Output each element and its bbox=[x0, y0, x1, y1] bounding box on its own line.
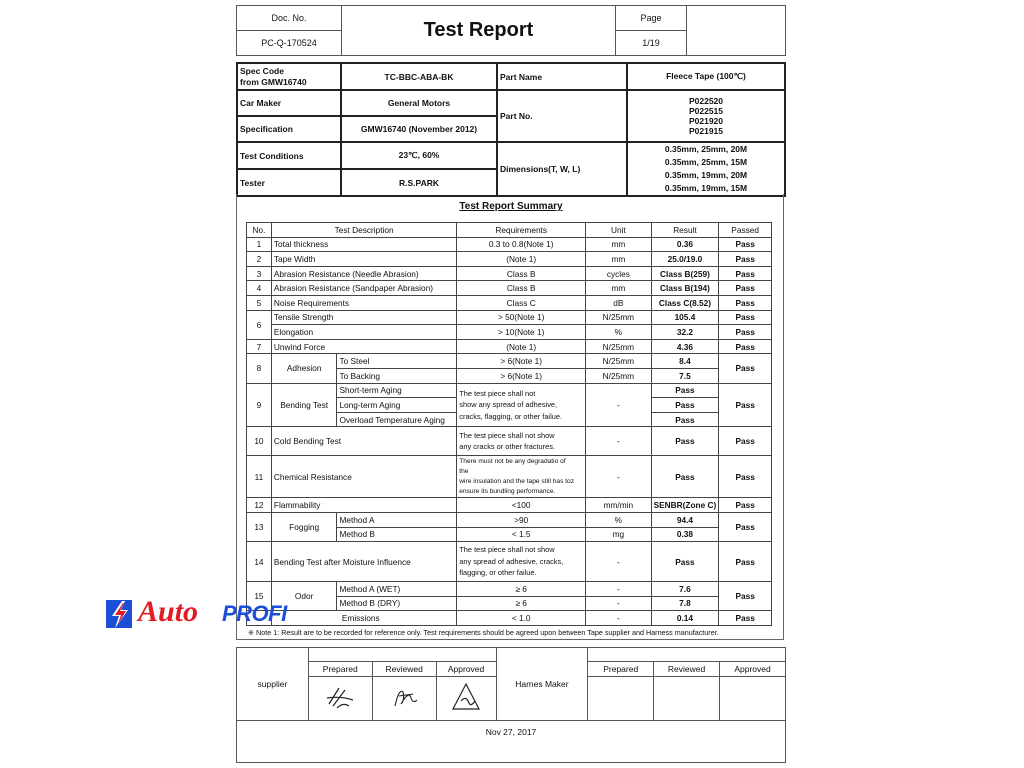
row-passed: Pass bbox=[719, 310, 772, 325]
doc-no-label: Doc. No. bbox=[237, 6, 342, 31]
row-desc: Tensile Strength bbox=[271, 310, 456, 325]
row-unit: % bbox=[586, 325, 652, 340]
part-name-label: Part Name bbox=[497, 63, 627, 90]
supplier-approved-label: Approved bbox=[436, 662, 496, 677]
report-date: Nov 27, 2017 bbox=[237, 720, 786, 762]
header-blank bbox=[687, 6, 786, 56]
table-header-row bbox=[247, 223, 772, 238]
table-row bbox=[247, 427, 772, 456]
row-unit: dB bbox=[586, 295, 652, 310]
row-unit: mg bbox=[586, 527, 652, 542]
doc-no: PC-Q-170524 bbox=[237, 31, 342, 56]
row-no: 12 bbox=[247, 498, 272, 513]
car-maker: General Motors bbox=[341, 90, 497, 116]
row-req: ≥ 6 bbox=[457, 582, 586, 597]
part-name: Fleece Tape (100℃) bbox=[627, 63, 785, 90]
table-row bbox=[247, 325, 772, 340]
table-row bbox=[247, 252, 772, 267]
signature-approved-icon bbox=[449, 681, 483, 713]
supplier-sign-header bbox=[308, 648, 496, 662]
row-result: 105.4 bbox=[651, 310, 719, 325]
row-no: 6 bbox=[247, 310, 272, 339]
row-unit: - bbox=[586, 582, 652, 597]
row-req: < 1.5 bbox=[457, 527, 586, 542]
row-result: 7.6 bbox=[651, 582, 719, 597]
row-req: <100 bbox=[457, 498, 586, 513]
row-result: Pass bbox=[651, 456, 719, 498]
harness-sign-header bbox=[588, 648, 786, 662]
spec-code: TC-BBC-ABA-BK bbox=[341, 63, 497, 90]
row-result: 0.14 bbox=[651, 611, 719, 626]
harness-prepared-label: Prepared bbox=[588, 662, 654, 677]
table-row bbox=[247, 611, 772, 626]
row-passed: Pass bbox=[719, 295, 772, 310]
row-no: 2 bbox=[247, 252, 272, 267]
col-unit: Unit bbox=[586, 223, 652, 238]
table-row bbox=[247, 383, 772, 398]
row-unit: mm bbox=[586, 252, 652, 267]
dimensions-list: 0.35mm, 25mm, 20M 0.35mm, 25mm, 15M 0.35mm, 19mm, 20M 0.35mm, 19mm, 15M bbox=[627, 142, 785, 196]
col-req: Requirements bbox=[457, 223, 586, 238]
specification-label: Specification bbox=[237, 116, 341, 142]
row-req: The test piece shall not show any spread of adhesive, cracks, flagging, or other failue. bbox=[457, 383, 586, 427]
row-desc: Bending Test bbox=[271, 383, 337, 427]
test-conditions: 23℃, 60% bbox=[341, 142, 497, 169]
row-passed: Pass bbox=[719, 237, 772, 252]
row-unit: - bbox=[586, 427, 652, 456]
page-label: Page bbox=[616, 6, 687, 31]
row-req: Class B bbox=[457, 281, 586, 296]
row-no: 14 bbox=[247, 542, 272, 582]
part-no-list: P022520 P022515 P021920 P021915 bbox=[627, 90, 785, 142]
row-subdesc: Method A bbox=[337, 512, 457, 527]
col-desc: Test Description bbox=[271, 223, 456, 238]
harness-approved-signature bbox=[720, 677, 786, 720]
row-result: Class B(259) bbox=[651, 266, 719, 281]
row-result: Class B(194) bbox=[651, 281, 719, 296]
row-result: Pass bbox=[651, 398, 719, 413]
harness-prepared-signature bbox=[588, 677, 654, 720]
signature-reviewed-icon bbox=[387, 682, 421, 712]
row-subdesc: Method B bbox=[337, 527, 457, 542]
row-unit: cycles bbox=[586, 266, 652, 281]
row-passed: Pass bbox=[719, 427, 772, 456]
approved-signature bbox=[436, 677, 496, 720]
row-passed: Pass bbox=[719, 542, 772, 582]
row-unit: mm/min bbox=[586, 498, 652, 513]
row-req: (Note 1) bbox=[457, 339, 586, 354]
row-unit: N/25mm bbox=[586, 339, 652, 354]
row-no: 4 bbox=[247, 281, 272, 296]
row-result: 7.5 bbox=[651, 368, 719, 383]
row-unit: mm bbox=[586, 237, 652, 252]
specification: GMW16740 (November 2012) bbox=[341, 116, 497, 142]
table-row bbox=[247, 266, 772, 281]
summary-table bbox=[246, 222, 772, 626]
tester: R.S.PARK bbox=[341, 169, 497, 196]
row-req: There must not be any degradatio of the wire insulation and the tape still has toz ensure its bundling performance. bbox=[457, 456, 586, 498]
row-no: 15 bbox=[247, 582, 272, 611]
row-desc: Cold Bending Test bbox=[271, 427, 456, 456]
row-unit: - bbox=[586, 611, 652, 626]
row-result: 0.38 bbox=[651, 527, 719, 542]
row-no: 10 bbox=[247, 427, 272, 456]
reviewed-signature bbox=[372, 677, 436, 720]
row-result: Pass bbox=[651, 412, 719, 427]
row-subdesc: Short-term Aging bbox=[337, 383, 457, 398]
row-desc: Elongation bbox=[271, 325, 456, 340]
table-row bbox=[247, 582, 772, 597]
row-passed: Pass bbox=[719, 266, 772, 281]
row-desc: Adhesion bbox=[271, 354, 337, 383]
supplier-label: supplier bbox=[237, 648, 309, 721]
row-unit: - bbox=[586, 542, 652, 582]
logo-auto-text: Auto bbox=[138, 595, 199, 628]
footnote: ※ Note 1: Result are to be recorded for reference only. Test requirements should be agreed upon between Tape supplier and Harness manufacturer. bbox=[248, 628, 719, 637]
row-no: 5 bbox=[247, 295, 272, 310]
col-passed: Passed bbox=[719, 223, 772, 238]
row-no: 8 bbox=[247, 354, 272, 383]
row-passed: Pass bbox=[719, 252, 772, 267]
signature-prepared-icon bbox=[323, 682, 357, 712]
row-desc: Unwind Force bbox=[271, 339, 456, 354]
doc-header bbox=[236, 5, 786, 56]
row-subdesc: To Backing bbox=[337, 368, 457, 383]
row-unit: mm bbox=[586, 281, 652, 296]
row-desc: Bending Test after Moisture Influence bbox=[271, 542, 456, 582]
row-req: 0.3 to 0.8(Note 1) bbox=[457, 237, 586, 252]
row-subdesc: To Steel bbox=[337, 354, 457, 369]
row-req: Class C bbox=[457, 295, 586, 310]
row-req: > 50(Note 1) bbox=[457, 310, 586, 325]
page-number: 1/19 bbox=[616, 31, 687, 56]
col-result: Result bbox=[651, 223, 719, 238]
row-no: 13 bbox=[247, 512, 272, 541]
row-passed: Pass bbox=[719, 582, 772, 611]
lightning-icon bbox=[106, 598, 136, 630]
table-row bbox=[247, 281, 772, 296]
row-passed: Pass bbox=[719, 354, 772, 383]
info-table bbox=[236, 62, 786, 197]
row-req: ≥ 6 bbox=[457, 596, 586, 611]
row-passed: Pass bbox=[719, 456, 772, 498]
table-row bbox=[247, 310, 772, 325]
harness-reviewed-signature bbox=[654, 677, 720, 720]
row-result: Pass bbox=[651, 383, 719, 398]
tester-label: Tester bbox=[237, 169, 341, 196]
harness-approved-label: Approved bbox=[720, 662, 786, 677]
table-row bbox=[247, 237, 772, 252]
row-no: 3 bbox=[247, 266, 272, 281]
row-unit: - bbox=[586, 596, 652, 611]
row-desc: Abrasion Resistance (Sandpaper Abrasion) bbox=[271, 281, 456, 296]
row-result: 8.4 bbox=[651, 354, 719, 369]
table-row bbox=[247, 542, 772, 582]
row-result: SENBR(Zone C) bbox=[651, 498, 719, 513]
row-no: 1 bbox=[247, 237, 272, 252]
row-desc: Abrasion Resistance (Needle Abrasion) bbox=[271, 266, 456, 281]
row-req: The test piece shall not show any cracks or other fractures. bbox=[457, 427, 586, 456]
table-row bbox=[247, 295, 772, 310]
supplier-reviewed-label: Reviewed bbox=[372, 662, 436, 677]
row-no: 11 bbox=[247, 456, 272, 498]
row-unit: - bbox=[586, 456, 652, 498]
row-req: > 10(Note 1) bbox=[457, 325, 586, 340]
spec-code-label: Spec Code from GMW16740 bbox=[237, 63, 341, 90]
row-req: Class B bbox=[457, 266, 586, 281]
row-unit: N/25mm bbox=[586, 368, 652, 383]
summary-title: Test Report Summary bbox=[459, 201, 563, 212]
row-passed: Pass bbox=[719, 383, 772, 427]
row-result: 0.36 bbox=[651, 237, 719, 252]
row-desc: Odor bbox=[271, 582, 337, 611]
row-desc: Flammability bbox=[271, 498, 456, 513]
row-unit: N/25mm bbox=[586, 354, 652, 369]
row-req: > 6(Note 1) bbox=[457, 354, 586, 369]
table-row bbox=[247, 456, 772, 498]
row-desc: Tape Width bbox=[271, 252, 456, 267]
row-result: 94.4 bbox=[651, 512, 719, 527]
table-row bbox=[247, 512, 772, 527]
row-req: >90 bbox=[457, 512, 586, 527]
logo-profi-text: PROFI bbox=[222, 601, 287, 626]
row-result: 4.36 bbox=[651, 339, 719, 354]
table-row bbox=[247, 498, 772, 513]
row-desc: Fogging bbox=[271, 512, 337, 541]
row-subdesc: Method B (DRY) bbox=[337, 596, 457, 611]
row-passed: Pass bbox=[719, 611, 772, 626]
row-passed: Pass bbox=[719, 512, 772, 541]
car-maker-label: Car Maker bbox=[237, 90, 341, 116]
row-passed: Pass bbox=[719, 281, 772, 296]
row-result: Class C(8.52) bbox=[651, 295, 719, 310]
prepared-signature bbox=[308, 677, 372, 720]
row-unit: N/25mm bbox=[586, 310, 652, 325]
table-row bbox=[247, 354, 772, 369]
row-unit: - bbox=[586, 383, 652, 427]
harness-maker-label: Harnes Maker bbox=[496, 648, 588, 721]
page-title: Test Report bbox=[342, 6, 616, 56]
dimensions-label: Dimensions(T, W, L) bbox=[497, 142, 627, 196]
row-subdesc: Method A (WET) bbox=[337, 582, 457, 597]
row-req: < 1.0 bbox=[457, 611, 586, 626]
row-desc: Emissions bbox=[271, 611, 456, 626]
row-desc: Noise Requirements bbox=[271, 295, 456, 310]
table-row bbox=[247, 339, 772, 354]
row-result: 25.0/19.0 bbox=[651, 252, 719, 267]
row-result: 32.2 bbox=[651, 325, 719, 340]
row-passed: Pass bbox=[719, 325, 772, 340]
row-passed: Pass bbox=[719, 498, 772, 513]
row-subdesc: Overload Temperature Aging bbox=[337, 412, 457, 427]
test-conditions-label: Test Conditions bbox=[237, 142, 341, 169]
row-desc: Total thickness bbox=[271, 237, 456, 252]
row-passed: Pass bbox=[719, 339, 772, 354]
part-no-label: Part No. bbox=[497, 90, 627, 142]
signature-table bbox=[236, 647, 786, 763]
row-result: Pass bbox=[651, 542, 719, 582]
col-no: No. bbox=[247, 223, 272, 238]
row-unit: % bbox=[586, 512, 652, 527]
row-req: (Note 1) bbox=[457, 252, 586, 267]
row-req: > 6(Note 1) bbox=[457, 368, 586, 383]
row-desc: Chemical Resistance bbox=[271, 456, 456, 498]
row-result: 7.8 bbox=[651, 596, 719, 611]
row-result: Pass bbox=[651, 427, 719, 456]
row-no: 7 bbox=[247, 339, 272, 354]
supplier-prepared-label: Prepared bbox=[308, 662, 372, 677]
row-subdesc: Long-term Aging bbox=[337, 398, 457, 413]
row-req: The test piece shall not show any spread of adhesive, cracks, flagging, or other failue. bbox=[457, 542, 586, 582]
harness-reviewed-label: Reviewed bbox=[654, 662, 720, 677]
row-no: 9 bbox=[247, 383, 272, 427]
